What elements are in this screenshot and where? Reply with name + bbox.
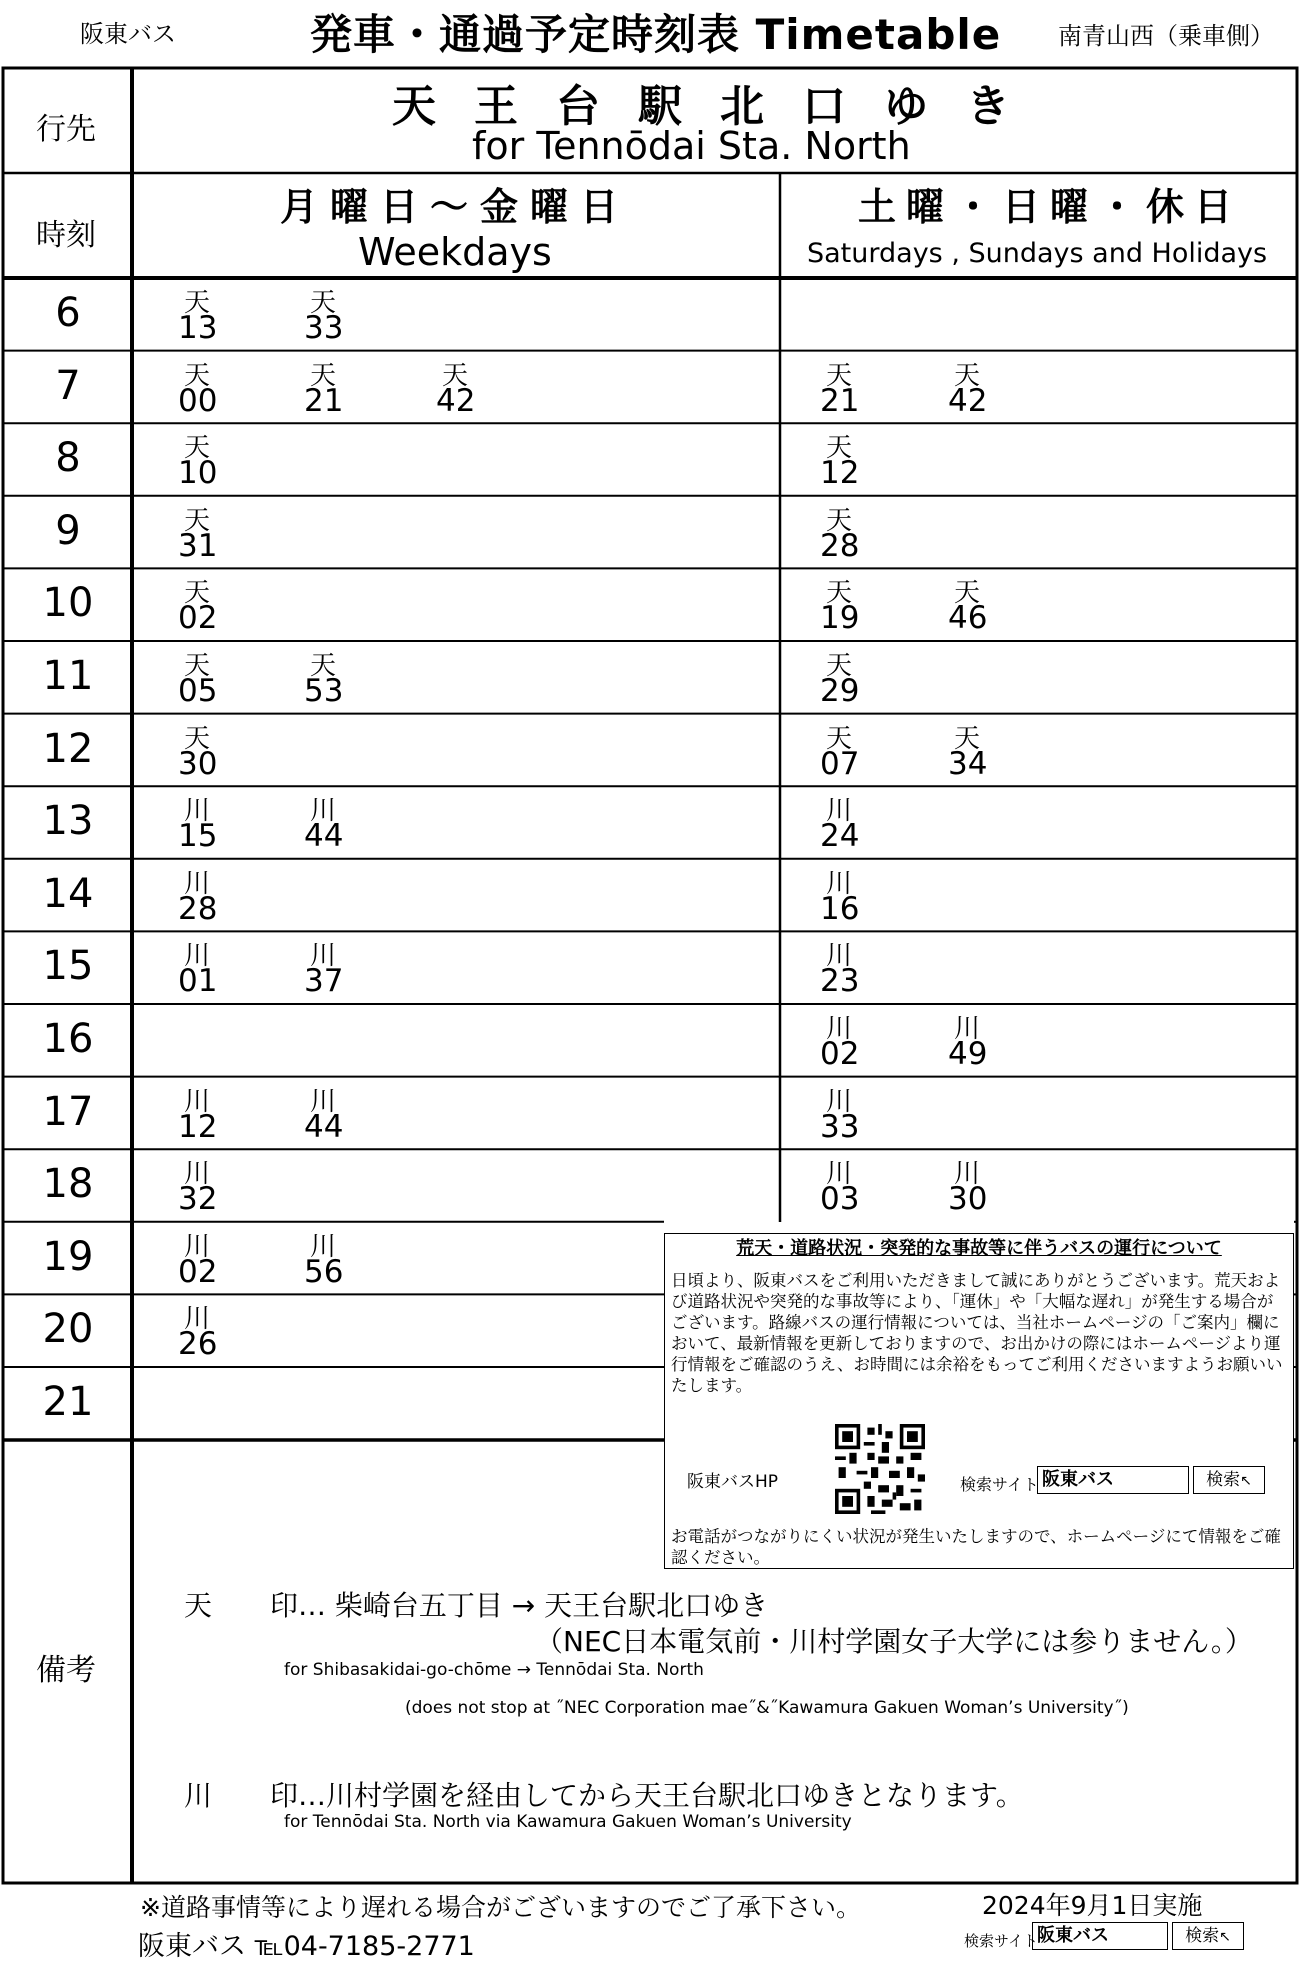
delay-note: ※道路事情等により遅れる場合がございますのでご了承下さい。: [140, 1893, 861, 1922]
weekday-route-mark: 川: [184, 941, 211, 972]
hour-label: 15: [42, 943, 94, 990]
weekend-route-mark: 天: [826, 651, 853, 681]
weekend-route-mark: 川: [826, 1014, 853, 1044]
remark-ten-jp: 印… 柴崎台五丁目 → 天王台駅北口ゆき: [270, 1589, 769, 1622]
weekday-minute: 33: [304, 310, 344, 346]
weekend-route-mark: 川: [826, 796, 853, 827]
weekday-minute: 44: [304, 1108, 344, 1145]
hour-label: 20: [42, 1306, 94, 1353]
hour-label: 6: [55, 290, 81, 336]
remark-ten-en: for Shibasakidai-go-chōme → Tennōdai Sta. North: [284, 1660, 704, 1680]
weekend-route-mark: 川: [954, 1014, 981, 1044]
remark-ten-jp2: （NEC日本電気前・川村学園女子大学には参りません。）: [535, 1625, 1253, 1658]
weekday-route-mark: 川: [184, 1231, 211, 1262]
time-label: 時刻: [36, 218, 96, 253]
weekend-minute: 02: [820, 1036, 860, 1072]
weekday-minute: 31: [178, 527, 218, 564]
weekday-minute: 13: [178, 310, 218, 346]
hour-label: 10: [42, 580, 94, 627]
footer-cursor-icon: ↖: [1219, 1929, 1231, 1945]
hour-label: 11: [42, 653, 94, 699]
weekend-header-en: Saturdays , Sundays and Holidays: [807, 238, 1268, 269]
weekday-minute: 44: [304, 818, 344, 855]
footer-search-button[interactable]: [1172, 1922, 1244, 1950]
weekday-route-mark: 天: [310, 288, 337, 318]
weekday-minute: 10: [178, 455, 218, 492]
weekday-minute: 37: [304, 963, 344, 1000]
cursor-icon: ↖: [1240, 1473, 1252, 1489]
weekday-route-mark: 川: [184, 1086, 211, 1117]
hour-label: 13: [42, 798, 94, 845]
qr-code-icon[interactable]: [835, 1424, 925, 1514]
footer-search-label: 検索サイト: [964, 1932, 1038, 1950]
weekend-route-mark: 天: [826, 723, 853, 754]
weekday-minute: 21: [304, 382, 344, 419]
search-button-label: 検索: [1206, 1470, 1241, 1490]
weekend-minute: 07: [820, 745, 860, 782]
weekday-route-mark: 天: [184, 578, 211, 609]
page-title: 発車・通過予定時刻表 Timetable: [310, 10, 1002, 59]
weekend-minute: 19: [820, 600, 860, 637]
weekday-route-mark: 天: [442, 360, 469, 391]
weekend-route-mark: 天: [954, 723, 981, 754]
weekday-minute: 53: [304, 673, 344, 709]
weekday-minute: 26: [178, 1326, 218, 1363]
destination-label: 行先: [36, 112, 96, 147]
weekend-route-mark: 川: [826, 1159, 853, 1190]
weekend-route-mark: 川: [826, 868, 853, 899]
notice-title: 荒天・道路状況・突発的な事故等に伴うバスの運行について: [736, 1238, 1222, 1259]
weekday-minute: 15: [178, 818, 218, 855]
weekend-route-mark: 天: [826, 433, 853, 464]
weekend-minute: 21: [820, 382, 860, 419]
weekend-route-mark: 川: [826, 941, 853, 972]
weekday-minute: 42: [436, 382, 476, 419]
weekday-route-mark: 川: [310, 941, 337, 972]
weekend-minute: 49: [948, 1036, 988, 1072]
hour-label: 12: [42, 725, 94, 772]
weekend-minute: 42: [948, 382, 988, 419]
remarks-label: 備考: [36, 1653, 96, 1688]
destination-en: for Tennōdai Sta. North: [472, 124, 911, 168]
hour-label: 7: [55, 362, 81, 409]
destination-jp: 天王台駅北口ゆき: [392, 81, 1048, 132]
weekend-minute: 23: [820, 963, 860, 1000]
weekday-route-mark: 天: [310, 360, 337, 391]
weekday-minute: 12: [178, 1108, 218, 1145]
hp-label: 阪東バスHP: [687, 1472, 779, 1492]
hour-label: 21: [42, 1379, 94, 1425]
weekend-route-mark: 川: [954, 1159, 981, 1190]
remark-kawa-mark: 川: [184, 1779, 213, 1812]
weekend-minute: 33: [820, 1108, 860, 1145]
hour-label: 17: [42, 1088, 94, 1135]
weekend-route-mark: 天: [954, 360, 981, 391]
notice-footer: お電話がつながりにくい状況が発生いたしますので、ホームページにて情報をご確認ください。: [671, 1527, 1281, 1567]
weekday-minute: 00: [178, 382, 218, 419]
weekday-minute: 05: [178, 673, 218, 709]
weekend-header-jp: 土曜・日曜・休日: [858, 185, 1243, 229]
remark-ten-en2: (does not stop at ˝NEC Corporation mae˝&˝Kawamura Gakuen Woman’s University˝): [405, 1698, 1129, 1718]
weekday-route-mark: 川: [310, 1231, 337, 1262]
weekday-route-mark: 川: [184, 1159, 211, 1190]
weekend-minute: 46: [948, 600, 988, 637]
weekend-minute: 16: [820, 890, 860, 927]
search-button[interactable]: [1193, 1466, 1265, 1494]
hour-label: 8: [55, 435, 81, 482]
hour-label: 18: [42, 1161, 94, 1208]
weekday-route-mark: 天: [184, 505, 211, 536]
hour-label: 9: [55, 507, 81, 554]
weekend-minute: 30: [948, 1181, 988, 1218]
weekday-route-mark: 川: [310, 796, 337, 827]
search-site-label: 検索サイト: [960, 1475, 1039, 1494]
weekend-route-mark: 天: [826, 505, 853, 536]
weekend-minute: 03: [820, 1181, 860, 1218]
weekday-minute: 02: [178, 1253, 218, 1290]
weekend-route-mark: 天: [826, 578, 853, 609]
weekday-header-en: Weekdays: [358, 230, 552, 274]
stop-name: 南青山西（乗車側）: [1058, 22, 1274, 50]
weekday-minute: 56: [304, 1253, 344, 1290]
weekend-route-mark: 川: [826, 1086, 853, 1117]
weekday-minute: 30: [178, 745, 218, 782]
weekday-minute: 01: [178, 963, 218, 1000]
weekend-minute: 34: [948, 745, 988, 782]
weekend-minute: 28: [820, 527, 860, 564]
footer-search-button-label: 検索: [1185, 1926, 1220, 1946]
hour-label: 19: [42, 1233, 94, 1280]
weekend-minute: 12: [820, 455, 860, 492]
weekend-minute: 24: [820, 818, 860, 855]
weekday-minute: 28: [178, 890, 218, 927]
weekend-minute: 29: [820, 673, 860, 709]
weekday-route-mark: 天: [184, 651, 211, 681]
operator-name: 阪東バス: [80, 20, 176, 48]
weekend-route-mark: 天: [826, 360, 853, 391]
notice-body: 日頃より、阪東バスをご利用いただきまして誠にありがとうございます。荒天および道路状況や突発的な事故等により、「運休」や「大幅な遅れ」が発生する場合がございます。路線バスの運行情報については、当社ホームページの「ご案内」欄において、最新情報を更新しておりますので、お出かけの際にはホームページより運行情報をご確認のうえ、お時間には余裕をもってご利用くださいますようお願いいたします。: [671, 1271, 1283, 1395]
footer-search-input[interactable]: 阪東バス: [1032, 1922, 1168, 1950]
weekday-route-mark: 川: [184, 1304, 211, 1335]
weekday-route-mark: 天: [184, 433, 211, 464]
weekday-route-mark: 川: [184, 796, 211, 827]
remark-kawa-en: for Tennōdai Sta. North via Kawamura Gakuen Woman’s University: [284, 1812, 852, 1832]
weekday-route-mark: 川: [184, 868, 211, 899]
weekday-route-mark: 川: [310, 1086, 337, 1117]
contact-phone: 阪東バス ℡04-7185-2771: [138, 1931, 475, 1962]
notice-box: [664, 1233, 1294, 1569]
remark-kawa-jp: 印…川村学園を経由してから天王台駅北口ゆきとなります。: [270, 1779, 1024, 1812]
weekday-minute: 32: [178, 1181, 218, 1218]
weekday-header-jp: 月曜日～金曜日: [280, 185, 631, 229]
weekend-route-mark: 天: [954, 578, 981, 609]
search-input[interactable]: 阪東バス: [1037, 1466, 1189, 1494]
effective-date: 2024年9月1日実施: [982, 1891, 1203, 1920]
weekday-minute: 02: [178, 600, 218, 637]
weekday-route-mark: 天: [184, 288, 211, 318]
weekday-route-mark: 天: [184, 360, 211, 391]
hour-label: 14: [42, 870, 94, 917]
weekday-route-mark: 天: [184, 723, 211, 754]
hour-label: 16: [42, 1016, 94, 1062]
remark-ten-mark: 天: [184, 1589, 213, 1622]
weekday-route-mark: 天: [310, 651, 337, 681]
